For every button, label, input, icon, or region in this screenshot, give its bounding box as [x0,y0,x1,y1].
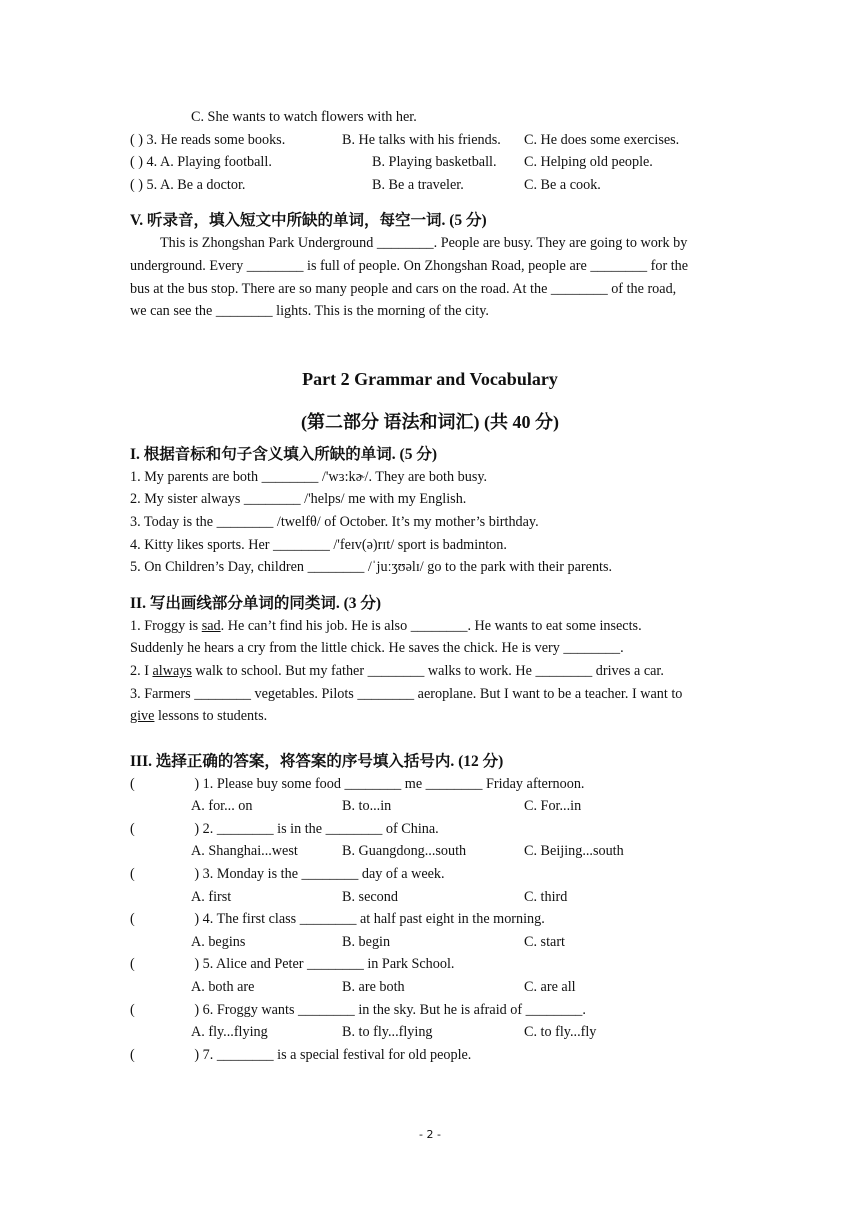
list-item: 3. Today is the ________ /twelfθ/ of October. It’s my mother’s birthday. [130,513,539,530]
question-row [130,863,730,886]
question-stem: ) 5. Alice and Peter ________ in Park School. [194,956,455,973]
section-i-heading: I. 根据音标和句子含义填入所缺的单词. (5 分) [130,445,437,463]
question-text [166,818,730,841]
list-item: 1. My parents are both ________ /'wɜ:kɚ/. They are both busy. [130,468,488,485]
option-b: B. to fly...flying [342,1024,433,1041]
passage-line: bus at the bus stop. There are so many people and cars on the road. At the ________ of the road, [130,280,677,297]
question-row [130,908,730,931]
question-text [166,1044,730,1067]
list-item: 3. Farmers ________ vegetables. Pilots ________ aeroplane. But I want to be a teacher. I want to [130,685,683,702]
section-iii-items [130,773,730,1067]
question-text [166,863,730,886]
answer-bracket: ( [130,866,135,883]
option-c: C. He does some exercises. [524,131,680,148]
section-v-heading: V. 听录音，填入短文中所缺的单词，每空一词. (5 分) [130,212,487,230]
options-row [130,931,730,954]
option-c: C. Be a cook. [524,176,601,193]
passage-line: we can see the ________ lights. This is the morning of the city. [130,303,489,320]
underlined-word: always [152,662,192,679]
answer-bracket: ( [130,1046,135,1063]
options-row [130,976,730,999]
exam-page [130,106,730,1066]
text: 1. Froggy is [130,617,202,634]
section-v-passage [130,232,730,322]
option-c: C. to fly...fly [524,1024,597,1041]
option-a: A. fly...flying [191,1024,268,1041]
list-item [130,660,730,683]
question-stem: ) 1. Please buy some food ________ me ________ Friday afternoon. [194,775,585,792]
list-item: 2. My sister always ________ /'helps/ me with my English. [130,491,467,508]
question-row [130,999,730,1022]
option-b: B. Playing basketball. [372,154,497,171]
question-text: ( ) 3. He reads some books. [130,131,286,148]
options-row [130,795,730,818]
question-row [130,773,730,796]
answer-bracket: ( [130,820,135,837]
option-c: C. start [524,933,565,950]
question-row [130,174,730,197]
text: . He can’t find his job. He is also ________. He wants to eat some insects. [220,617,642,634]
option-a: A. Shanghai...west [191,843,298,860]
underlined-word: give [130,708,155,725]
option-c: C. third [524,888,568,905]
question-text [166,773,730,796]
question-stem: ) 3. Monday is the ________ day of a week. [194,866,445,883]
list-item-cont: Suddenly he hears a cry from the little chick. He saves the chick. He is very ________. [130,640,624,657]
page-number: - 2 - [419,1128,441,1141]
option-c: C. Helping old people. [524,154,653,171]
question-stem: ) 6. Froggy wants ________ in the sky. But he is afraid of ________. [194,1001,586,1018]
options-row [130,886,730,909]
section-ii-items [130,615,730,728]
option-b: B. Be a traveler. [372,176,464,193]
question-stem: ) 2. ________ is in the ________ of China. [194,820,439,837]
passage-line: This is Zhongshan Park Underground ________. People are busy. They are going to work by [160,235,688,252]
passage-line: underground. Every ________ is full of people. On Zhongshan Road, people are ________ for the [130,257,689,274]
option-b: B. He talks with his friends. [342,131,501,148]
text: walk to school. But my father ________ walks to work. He ________ drives a car. [191,662,664,679]
option-b: B. are both [342,979,405,996]
option-c: C. Beijing...south [524,843,624,860]
list-item: 4. Kitty likes sports. Her ________ /'feɪv(ə)rɪt/ sport is badminton. [130,536,507,553]
section-ii-heading: II. 写出画线部分单词的同类词. (3 分) [130,594,382,612]
option-c: C. She wants to watch flowers with her. [191,109,417,125]
question-text [166,999,730,1022]
option-a: A. for... on [191,798,253,815]
question-stem: ) 4. The first class ________ at half past eight in the morning. [194,911,545,928]
list-item [130,615,730,638]
question-row [130,151,730,174]
question-row [130,129,730,152]
option-b: B. second [342,888,398,905]
options-row [130,1021,730,1044]
text: lessons to students. [154,708,268,725]
answer-bracket: ( [130,911,135,928]
question-stem: ) 7. ________ is a special festival for old people. [194,1046,472,1063]
option-c: C. are all [524,979,576,996]
answer-bracket: ( [130,1001,135,1018]
option-a: A. begins [191,933,246,950]
part-subtitle: (第二部分 语法和词汇) (共 40 分) [301,411,559,432]
section-iii-heading: III. 选择正确的答案，将答案的序号填入括号内. (12 分) [130,752,504,770]
text: 2. I [130,662,153,679]
question-row [130,1044,730,1067]
list-item-cont [130,705,730,728]
question-text: ( ) 5. A. Be a doctor. [130,176,246,193]
question-row [130,818,730,841]
list-item: 5. On Children’s Day, children ________ /ˈjuːʒʊəlɪ/ go to the park with their parents. [130,559,613,576]
answer-bracket: ( [130,775,135,792]
option-a: A. both are [191,979,255,996]
answer-bracket: ( [130,956,135,973]
options-row [130,840,730,863]
option-b: B. to...in [342,798,392,815]
section-i-items [130,466,730,579]
option-a: A. first [191,888,232,905]
option-b: B. begin [342,933,391,950]
question-row [130,953,730,976]
question-text [166,908,730,931]
option-b: B. Guangdong...south [342,843,467,860]
question-text: ( ) 4. A. Playing football. [130,154,272,171]
option-c: C. For...in [524,798,582,815]
question-text [166,953,730,976]
part-title: Part 2 Grammar and Vocabulary [302,368,558,389]
underlined-word: sad [201,617,221,634]
